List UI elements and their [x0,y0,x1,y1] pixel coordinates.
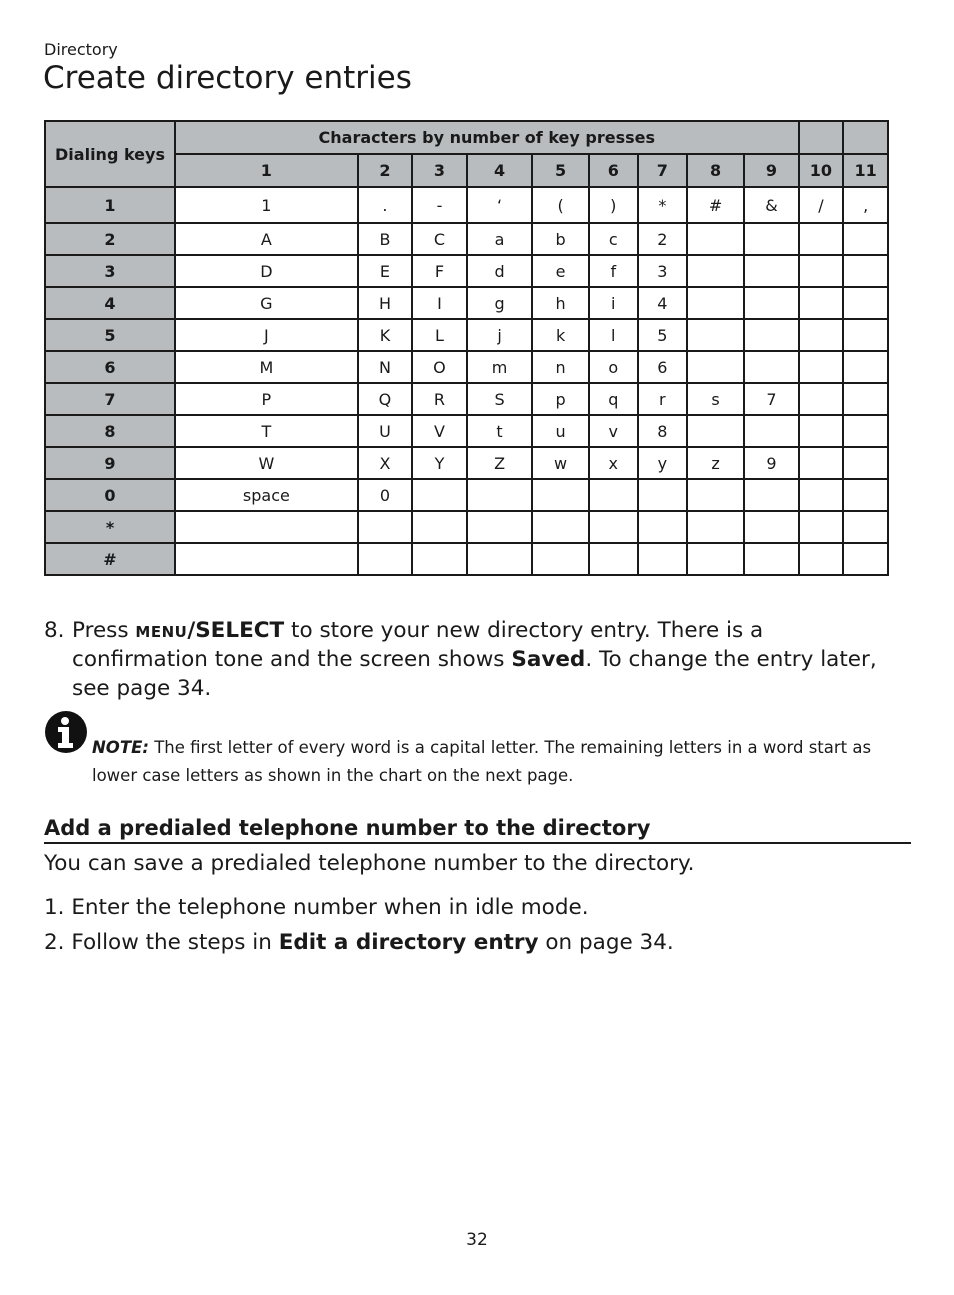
dialing-key-cell: 6 [45,351,175,383]
step-text: to store your new directory entry. There is a confirmation tone and the screen shows [72,618,764,672]
character-cell [799,255,844,287]
character-cell: s [687,383,745,415]
press-count-header: 9 [744,154,798,187]
character-cell [687,415,745,447]
character-cell: z [687,447,745,479]
character-cell [799,319,844,351]
character-cell: 7 [744,383,798,415]
table-row [45,287,888,319]
character-cell [687,351,745,383]
character-cell [799,287,844,319]
character-cell: - [412,187,466,223]
character-cell [358,543,412,575]
character-cell [799,383,844,415]
character-cell [175,511,358,543]
dialing-key-cell: 8 [45,415,175,447]
dialing-key-cell: 0 [45,479,175,511]
edit-entry-link-text: Edit a directory entry [278,930,539,955]
dialing-key-cell: 9 [45,447,175,479]
character-cell: K [358,319,412,351]
character-cell [799,479,844,511]
character-cell: 4 [638,287,687,319]
character-cell: space [175,479,358,511]
character-cell: ‘ [467,187,533,223]
table-body [45,187,888,575]
section-intro: You can save a predialed telephone number to the directory. [44,851,695,876]
character-cell: U [358,415,412,447]
character-cell: 0 [358,479,412,511]
press-count-header: 1 [175,154,358,187]
character-cell: v [589,415,638,447]
character-cell: E [358,255,412,287]
character-cell: d [467,255,533,287]
character-cell: W [175,447,358,479]
character-cell: & [744,187,798,223]
blank-header-cell [843,121,888,154]
character-cell [687,479,745,511]
page-number: 32 [466,1230,488,1250]
character-cell: M [175,351,358,383]
character-cell: p [532,383,588,415]
character-cell [843,415,888,447]
saved-label: Saved [511,647,586,672]
character-cell: 9 [744,447,798,479]
character-cell [467,543,533,575]
character-cell: ( [532,187,588,223]
table-row [45,479,888,511]
character-cell: , [843,187,888,223]
character-cell: q [589,383,638,415]
character-cell [638,479,687,511]
character-cell: e [532,255,588,287]
press-count-header: 5 [532,154,588,187]
character-cell: b [532,223,588,255]
character-cell: 8 [638,415,687,447]
character-cell: w [532,447,588,479]
character-cell: / [799,187,844,223]
character-cell [687,255,745,287]
character-cell [843,351,888,383]
character-cell: l [589,319,638,351]
character-cell: O [412,351,466,383]
character-cell [467,479,533,511]
character-cell: r [638,383,687,415]
character-cell [412,543,466,575]
character-cell: P [175,383,358,415]
character-cell [589,543,638,575]
character-cell [799,511,844,543]
character-cell: n [532,351,588,383]
dialing-key-cell: 4 [45,287,175,319]
character-cell: V [412,415,466,447]
character-cell [638,543,687,575]
character-cell [744,287,798,319]
character-cell: T [175,415,358,447]
press-count-header: 8 [687,154,745,187]
dialing-key-cell: # [45,543,175,575]
dialing-key-cell: 2 [45,223,175,255]
character-cell [589,479,638,511]
character-cell: * [638,187,687,223]
character-cell [744,351,798,383]
press-count-header: 10 [799,154,844,187]
character-cell [843,511,888,543]
character-cell: L [412,319,466,351]
character-cell [687,511,745,543]
character-cell: I [412,287,466,319]
character-cell [589,511,638,543]
character-cell [687,287,745,319]
character-cell [799,223,844,255]
character-cell [175,543,358,575]
character-cell [843,383,888,415]
table-row [45,511,888,543]
dialing-keys-header: Dialing keys [45,121,175,187]
character-cell: f [589,255,638,287]
character-cell [843,543,888,575]
step-text: . To change the entry later, see page 34. [72,647,877,701]
step-text: 2. Follow the steps in [44,930,279,955]
character-cell [412,479,466,511]
character-cell [358,511,412,543]
character-cell: J [175,319,358,351]
character-cell: h [532,287,588,319]
dialing-key-cell: * [45,511,175,543]
character-cell: u [532,415,588,447]
character-cell: 2 [638,223,687,255]
character-cell [799,447,844,479]
character-cell: . [358,187,412,223]
character-cell: m [467,351,533,383]
character-cell [843,223,888,255]
character-cell: c [589,223,638,255]
character-table [44,120,889,576]
character-cell: H [358,287,412,319]
press-count-header: 6 [589,154,638,187]
table-row [45,187,888,223]
table-row [45,383,888,415]
character-cell: Q [358,383,412,415]
character-cell: N [358,351,412,383]
step-8-text [72,616,904,703]
character-cell: x [589,447,638,479]
page-title: Create directory entries [43,60,412,96]
character-cell [467,511,533,543]
note [92,734,892,790]
character-cell: X [358,447,412,479]
character-cell [638,511,687,543]
character-cell [799,543,844,575]
character-cell: G [175,287,358,319]
table-row [45,223,888,255]
character-cell: # [687,187,745,223]
character-cell [687,543,745,575]
press-count-header: 4 [467,154,533,187]
section-heading: Add a predialed telephone number to the directory [44,816,911,844]
character-cell: D [175,255,358,287]
note-text: The first letter of every word is a capital letter. The remaining letters in a word start as lower case letters as shown in the chart on the next page. [92,738,872,785]
character-cell [687,319,745,351]
character-cell: k [532,319,588,351]
character-cell [843,319,888,351]
table-row [45,319,888,351]
character-cell: 6 [638,351,687,383]
character-cell: 1 [175,187,358,223]
info-icon [44,710,88,754]
character-cell [744,511,798,543]
character-cell: C [412,223,466,255]
character-cell [412,511,466,543]
character-cell: R [412,383,466,415]
step-number: 8. [44,618,65,643]
step-text: on page 34. [538,930,674,955]
note-label: NOTE: [92,738,149,757]
character-cell: A [175,223,358,255]
table-row [45,351,888,383]
select-key-label: /SELECT [187,618,285,643]
character-cell: F [412,255,466,287]
dialing-key-cell: 5 [45,319,175,351]
character-cell [799,351,844,383]
character-cell: g [467,287,533,319]
character-cell: a [467,223,533,255]
dialing-key-cell: 7 [45,383,175,415]
step-2 [44,930,674,955]
character-cell [532,511,588,543]
character-cell [532,543,588,575]
characters-group-header: Characters by number of key presses [175,121,799,154]
section-label: Directory [44,40,118,59]
character-cell: 5 [638,319,687,351]
character-cell: Y [412,447,466,479]
character-cell: B [358,223,412,255]
character-cell: t [467,415,533,447]
table-row [45,543,888,575]
character-cell [799,415,844,447]
character-cell [843,479,888,511]
press-count-header: 11 [843,154,888,187]
character-cell: 3 [638,255,687,287]
character-cell [843,447,888,479]
character-cell: Z [467,447,533,479]
blank-header-cell [799,121,844,154]
table-row [45,447,888,479]
press-count-header: 3 [412,154,466,187]
character-cell: S [467,383,533,415]
press-count-header: 2 [358,154,412,187]
character-cell: j [467,319,533,351]
character-cell [744,255,798,287]
step-text: Press [72,618,136,643]
character-cell [687,223,745,255]
character-cell [744,319,798,351]
character-cell: ) [589,187,638,223]
table-row [45,255,888,287]
dialing-key-cell: 1 [45,187,175,223]
menu-key-label: menu [135,618,188,643]
character-cell [843,255,888,287]
character-cell: o [589,351,638,383]
character-cell [843,287,888,319]
table-row [45,415,888,447]
character-cell [744,415,798,447]
character-cell [532,479,588,511]
character-cell: i [589,287,638,319]
character-cell [744,223,798,255]
character-cell: y [638,447,687,479]
character-cell [744,479,798,511]
dialing-key-cell: 3 [45,255,175,287]
step-1: 1. Enter the telephone number when in idle mode. [44,895,589,920]
step-8 [44,616,904,703]
character-cell [744,543,798,575]
press-count-header: 7 [638,154,687,187]
